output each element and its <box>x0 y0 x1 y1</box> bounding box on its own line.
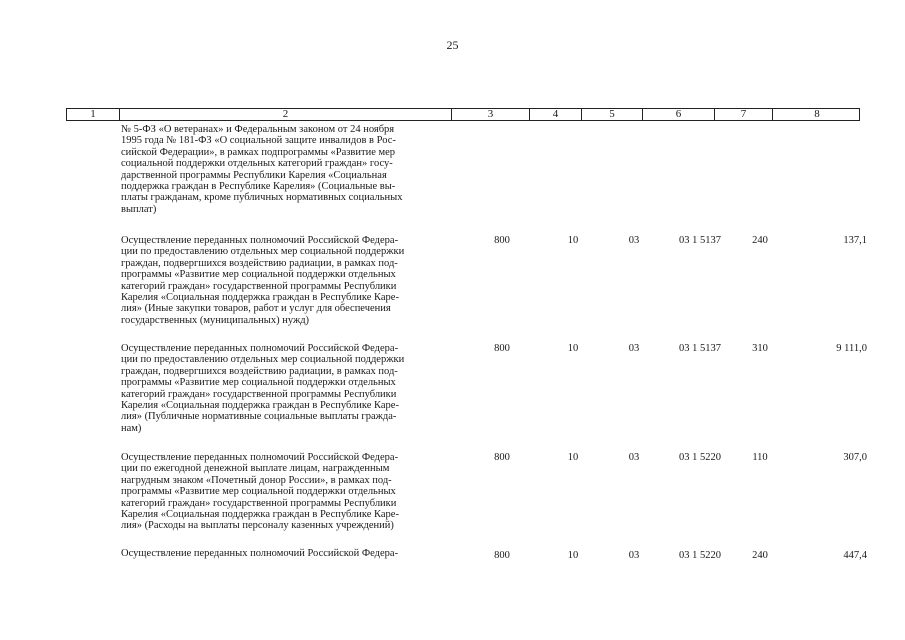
cell-subsection: 03 <box>628 235 640 246</box>
column-header-2: 2 <box>120 109 452 120</box>
row-description: № 5-ФЗ «О ветеранах» и Федеральным законом от 24 ноября 1995 года № 181-ФЗ «О социальной защите инвалидов в Рос- сийской Федерации», в рамках подпрограммы «Развитие мер социальной поддержки отдельных категорий граждан» госу- дарственной программы Республики Карелия «Социальная поддержка граждан в Республике Карелия» (Социальные вы- платы гражданам, кроме публичных нормативных социальных выплат) <box>121 124 403 215</box>
column-header-7: 7 <box>715 109 773 120</box>
cell-expense-type: 240 <box>752 550 768 561</box>
cell-expense-type: 310 <box>752 343 768 354</box>
cell-ministry-code: 800 <box>494 235 510 246</box>
cell-target-article: 03 1 5137 <box>679 235 721 246</box>
column-header-5: 5 <box>582 109 643 120</box>
cell-target-article: 03 1 5220 <box>679 452 721 463</box>
cell-subsection: 03 <box>628 550 640 561</box>
cell-amount: 447,4 <box>843 550 867 561</box>
column-header-1: 1 <box>67 109 120 120</box>
cell-section: 10 <box>567 550 579 561</box>
row-description: Осуществление переданных полномочий Российской Федера- ции по предоставлению отдельных мер социальной поддержки граждан, подвергшихся воздействию радиации, в рамках под- программы «Развитие мер социальной поддержки отдельных категорий граждан» государственной программы Республики Карелия «Социальная поддержка граждан в Республике Каре- лия» (Иные закупки товаров, работ и услуг для обеспечения государственных (муниципальных) нужд) <box>121 235 405 326</box>
column-header-8: 8 <box>814 108 820 120</box>
cell-expense-type: 240 <box>752 235 768 246</box>
column-header-4: 4 <box>530 109 582 120</box>
cell-expense-type: 110 <box>752 452 768 463</box>
column-header-6: 6 <box>643 109 715 120</box>
column-header-3: 3 <box>452 109 530 120</box>
row-description: Осуществление переданных полномочий Российской Федера- <box>121 548 399 559</box>
cell-amount: 137,1 <box>843 235 867 246</box>
cell-section: 10 <box>567 343 579 354</box>
cell-section: 10 <box>567 452 579 463</box>
row-description: Осуществление переданных полномочий Российской Федера- ции по ежегодной денежной выплате лицам, награжденным нагрудным знаком «Почетный донор России», в рамках под- программы «Развитие мер социальной поддержки отдельных категорий граждан» государственной программы Республики Карелия «Социальная поддержка граждан в Республике Каре- лия» (Расходы на выплаты персоналу казенных учреждений) <box>121 452 399 532</box>
cell-subsection: 03 <box>628 452 640 463</box>
table-header-row <box>66 108 860 121</box>
cell-section: 10 <box>567 235 579 246</box>
page-number: 25 <box>446 38 459 52</box>
cell-target-article: 03 1 5137 <box>679 343 721 354</box>
cell-ministry-code: 800 <box>494 550 510 561</box>
cell-amount: 307,0 <box>843 452 867 463</box>
row-description: Осуществление переданных полномочий Российской Федера- ции по предоставлению отдельных мер социальной поддержки граждан, подвергшихся воздействию радиации, в рамках под- программы «Развитие мер социальной поддержки отдельных категорий граждан» государственной программы Республики Карелия «Социальная поддержка граждан в Республике Каре- лия» (Публичные нормативные социальные выплаты гражда- нам) <box>121 343 405 434</box>
cell-subsection: 03 <box>628 343 640 354</box>
cell-target-article: 03 1 5220 <box>679 550 721 561</box>
cell-ministry-code: 800 <box>494 343 510 354</box>
cell-ministry-code: 800 <box>494 452 510 463</box>
cell-amount: 9 111,0 <box>836 343 867 354</box>
